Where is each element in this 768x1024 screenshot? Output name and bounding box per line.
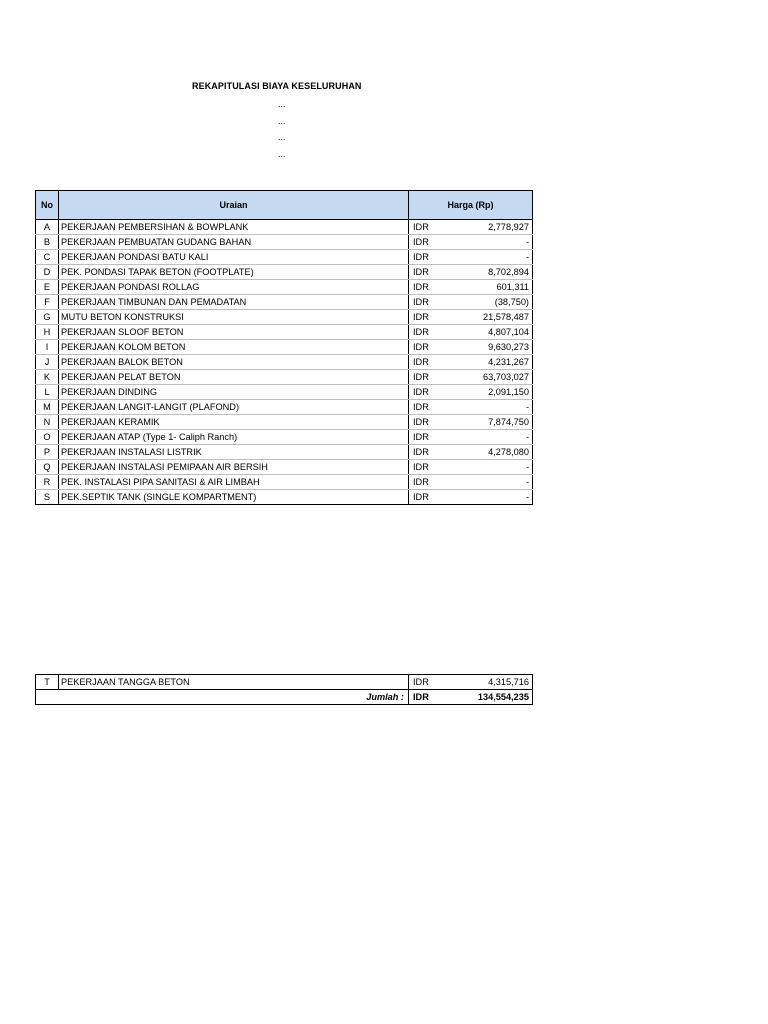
row-uraian: PEKERJAAN PONDASI ROLLAG <box>59 280 409 295</box>
row-currency: IDR <box>409 310 449 325</box>
row-no: P <box>36 445 59 460</box>
row-amount: 4,315,716 <box>449 675 533 690</box>
row-no: T <box>36 675 59 690</box>
total-label: Jumlah : <box>36 690 409 705</box>
cost-summary-table <box>35 190 533 505</box>
row-amount: - <box>449 460 533 475</box>
row-amount: 63,703,027 <box>449 370 533 385</box>
table-row <box>36 400 533 415</box>
subtitle-line: ... <box>278 116 286 126</box>
row-uraian: PEKERJAAN KOLOM BETON <box>59 340 409 355</box>
row-currency: IDR <box>409 415 449 430</box>
row-uraian: PEKERJAAN PEMBUATAN GUDANG BAHAN <box>59 235 409 250</box>
total-row <box>36 690 533 705</box>
row-no: S <box>36 490 59 505</box>
row-uraian: PEK. PONDASI TAPAK BETON (FOOTPLATE) <box>59 265 409 280</box>
row-amount: 8,702,894 <box>449 265 533 280</box>
row-uraian: PEKERJAAN INSTALASI LISTRIK <box>59 445 409 460</box>
row-currency: IDR <box>409 355 449 370</box>
row-amount: - <box>449 475 533 490</box>
row-uraian: PEKERJAAN PEMBERSIHAN & BOWPLANK <box>59 220 409 235</box>
row-no: M <box>36 400 59 415</box>
row-amount: 21,578,487 <box>449 310 533 325</box>
row-uraian: PEKERJAAN KERAMIK <box>59 415 409 430</box>
table-row <box>36 250 533 265</box>
row-uraian: PEKERJAAN PONDASI BATU KALI <box>59 250 409 265</box>
row-no: K <box>36 370 59 385</box>
row-currency: IDR <box>409 445 449 460</box>
row-uraian: PEKERJAAN BALOK BETON <box>59 355 409 370</box>
row-uraian: PEK.SEPTIK TANK (SINGLE KOMPARTMENT) <box>59 490 409 505</box>
row-no: A <box>36 220 59 235</box>
row-currency: IDR <box>409 295 449 310</box>
row-currency: IDR <box>409 235 449 250</box>
row-no: D <box>36 265 59 280</box>
row-no: B <box>36 235 59 250</box>
row-no: L <box>36 385 59 400</box>
row-no: Q <box>36 460 59 475</box>
row-uraian: MUTU BETON KONSTRUKSI <box>59 310 409 325</box>
row-amount: - <box>449 400 533 415</box>
table-row <box>36 355 533 370</box>
row-no: C <box>36 250 59 265</box>
row-uraian: PEKERJAAN TIMBUNAN DAN PEMADATAN <box>59 295 409 310</box>
table-row <box>36 235 533 250</box>
row-uraian: PEKERJAAN SLOOF BETON <box>59 325 409 340</box>
row-no: F <box>36 295 59 310</box>
row-no: R <box>36 475 59 490</box>
row-no: E <box>36 280 59 295</box>
row-amount: 2,778,927 <box>449 220 533 235</box>
table-row <box>36 325 533 340</box>
row-currency: IDR <box>409 340 449 355</box>
row-currency: IDR <box>409 430 449 445</box>
row-uraian: PEKERJAAN INSTALASI PEMIPAAN AIR BERSIH <box>59 460 409 475</box>
row-uraian: PEKERJAAN DINDING <box>59 385 409 400</box>
table-row <box>36 445 533 460</box>
row-uraian: PEKERJAAN PELAT BETON <box>59 370 409 385</box>
row-currency: IDR <box>409 370 449 385</box>
table-row <box>36 490 533 505</box>
row-currency: IDR <box>409 400 449 415</box>
subtitle-line: ... <box>278 149 286 159</box>
row-amount: 9,630,273 <box>449 340 533 355</box>
subtitle-line: ... <box>278 99 286 109</box>
table-row <box>36 385 533 400</box>
table-row <box>36 220 533 235</box>
row-no: G <box>36 310 59 325</box>
table-row <box>36 295 533 310</box>
table-row <box>36 430 533 445</box>
row-currency: IDR <box>409 490 449 505</box>
table-row <box>36 675 533 690</box>
row-no: J <box>36 355 59 370</box>
row-amount: 7,874,750 <box>449 415 533 430</box>
table-header-row <box>36 191 533 220</box>
row-uraian: PEKERJAAN ATAP (Type 1- Caliph Ranch) <box>59 430 409 445</box>
row-currency: IDR <box>409 280 449 295</box>
subtitle-line: ... <box>278 132 286 142</box>
row-amount: 4,278,080 <box>449 445 533 460</box>
row-amount: - <box>449 490 533 505</box>
row-currency: IDR <box>409 460 449 475</box>
row-currency: IDR <box>409 220 449 235</box>
header-harga: Harga (Rp) <box>409 191 533 220</box>
row-amount: - <box>449 235 533 250</box>
total-currency: IDR <box>409 690 449 705</box>
row-amount: - <box>449 430 533 445</box>
row-amount: 4,807,104 <box>449 325 533 340</box>
row-amount: - <box>449 250 533 265</box>
cost-total-table <box>35 674 533 705</box>
table-row <box>36 370 533 385</box>
row-no: O <box>36 430 59 445</box>
row-amount: (38,750) <box>449 295 533 310</box>
row-uraian: PEK. INSTALASI PIPA SANITASI & AIR LIMBAH <box>59 475 409 490</box>
row-currency: IDR <box>409 385 449 400</box>
row-currency: IDR <box>409 675 449 690</box>
row-amount: 601,311 <box>449 280 533 295</box>
row-currency: IDR <box>409 250 449 265</box>
row-no: I <box>36 340 59 355</box>
table-row <box>36 415 533 430</box>
row-amount: 2,091,150 <box>449 385 533 400</box>
table-row <box>36 265 533 280</box>
row-currency: IDR <box>409 475 449 490</box>
row-currency: IDR <box>409 265 449 280</box>
table-row <box>36 475 533 490</box>
header-no: No <box>36 191 59 220</box>
row-amount: 4,231,267 <box>449 355 533 370</box>
row-uraian: PEKERJAAN LANGIT-LANGIT (PLAFOND) <box>59 400 409 415</box>
table-row <box>36 460 533 475</box>
row-uraian: PEKERJAAN TANGGA BETON <box>59 675 409 690</box>
row-currency: IDR <box>409 325 449 340</box>
document-title: REKAPITULASI BIAYA KESELURUHAN <box>192 81 362 91</box>
table-row <box>36 310 533 325</box>
row-no: N <box>36 415 59 430</box>
header-uraian: Uraian <box>59 191 409 220</box>
total-amount: 134,554,235 <box>449 690 533 705</box>
row-no: H <box>36 325 59 340</box>
table-row <box>36 340 533 355</box>
table-row <box>36 280 533 295</box>
